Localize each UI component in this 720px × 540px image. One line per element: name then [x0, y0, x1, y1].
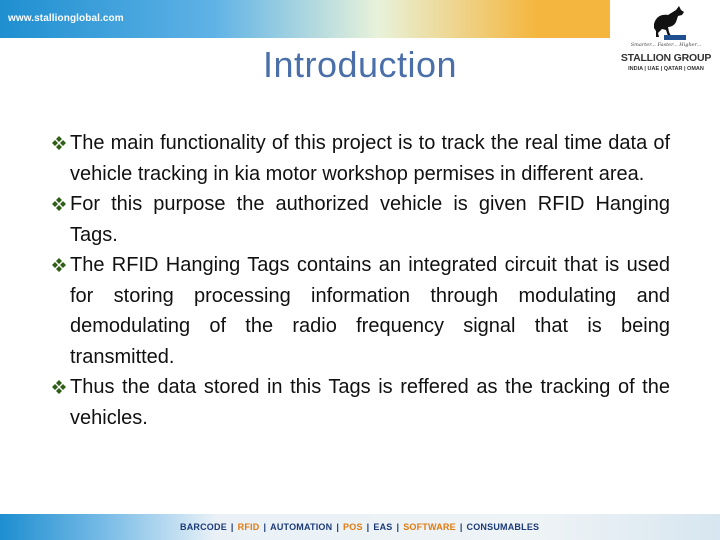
diamond-bullet-icon	[52, 380, 66, 394]
footer-item-rfid: RFID	[237, 522, 260, 532]
bullet-text: The RFID Hanging Tags contains an integrated circuit that is used for storing processing information through modulating and demodulating of the radio frequency signal that is being transmitted.	[70, 254, 670, 368]
footer-services: BARCODE | RFID | AUTOMATION | POS | EAS | SOFTWARE | CONSUMABLES	[180, 522, 540, 532]
header-bar	[0, 0, 610, 38]
footer-item-software: SOFTWARE	[403, 522, 456, 532]
slide-title: Introduction	[262, 44, 458, 85]
footer-item-barcode: BARCODE	[180, 522, 227, 532]
bullet-item	[52, 372, 670, 433]
diamond-bullet-icon	[52, 136, 66, 150]
bullet-list	[52, 128, 670, 433]
bullet-item	[52, 250, 670, 372]
diamond-bullet-icon	[52, 197, 66, 211]
footer-item-pos: POS	[343, 522, 363, 532]
bullet-item	[52, 189, 670, 250]
logo-company-name: STALLION GROUP	[620, 52, 712, 64]
horse-icon	[646, 2, 692, 42]
footer-item-automation: AUTOMATION	[270, 522, 333, 532]
logo-countries: INDIA | UAE | QATAR | OMAN	[628, 66, 704, 72]
footer-item-consumables: CONSUMABLES	[466, 522, 540, 532]
bullet-text: Thus the data stored in this Tags is reffered as the tracking of the vehicles.	[70, 376, 670, 429]
bullet-text: For this purpose the authorized vehicle is given RFID Hanging Tags.	[70, 193, 670, 246]
footer-item-eas: EAS	[373, 522, 393, 532]
logo-tagline: Smarter... Faster... Higher...	[630, 42, 702, 48]
bullet-text: The main functionality of this project is to track the real time data of vehicle tracking in kia motor workshop permises in different area.	[70, 132, 670, 185]
website-url[interactable]: www.stallionglobal.com	[8, 13, 124, 24]
stallion-group-logo	[614, 2, 718, 82]
bullet-item	[52, 128, 670, 189]
diamond-bullet-icon	[52, 258, 66, 272]
footer-bar	[0, 514, 720, 540]
